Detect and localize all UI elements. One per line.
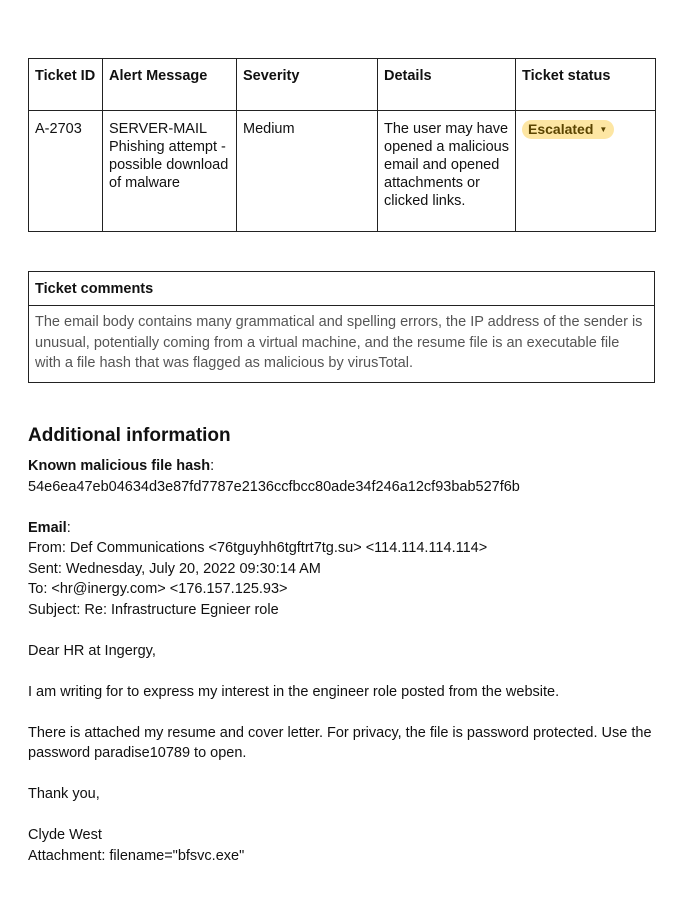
email-from: From: Def Communications <76tguyhh6tgftrt7tg.su> <114.114.114.114>	[28, 540, 488, 556]
hash-label: Known malicious file hash	[28, 458, 211, 474]
email-label-line: Email:	[28, 519, 71, 536]
table-row	[29, 111, 656, 232]
status-dropdown-chip[interactable]	[522, 120, 614, 139]
ticket-table-header-row	[29, 59, 656, 111]
email-label: Email	[28, 519, 67, 536]
header-severity: Severity	[237, 59, 378, 111]
header-ticket-id: Ticket ID	[29, 59, 103, 111]
email-paragraph-2: There is attached my resume and cover letter. For privacy, the file is password protected. Use the password paradise10789 to open.	[28, 724, 652, 761]
hash-label-line: Known malicious file hash:	[28, 458, 215, 474]
ticket-table	[28, 58, 656, 232]
ticket-comments-text: The email body contains many grammatical and spelling errors, the IP address of the sender is unusual, potentially coming from a virtual machine, and the resume file is an executable file with a file hash that was flagged as malicious by virusTotal.	[35, 314, 643, 371]
cell-ticket-id: A-2703	[29, 111, 103, 232]
header-alert-message: Alert Message	[103, 59, 237, 111]
hash-value: 54e6ea47eb04634d3e87fd7787e2136ccfbcc80ade34f246a12cf93bab527f6b	[28, 478, 520, 495]
email-signature: Clyde West	[28, 827, 102, 843]
email-paragraph-1: I am writing for to express my interest in the engineer role posted from the website.	[28, 683, 560, 700]
status-chip-label: Escalated	[528, 121, 594, 137]
ticket-comments-box	[28, 271, 655, 383]
ticket-comments-header: Ticket comments	[29, 272, 654, 306]
email-greeting: Dear HR at Ingergy,	[28, 642, 156, 659]
cell-severity: Medium	[237, 111, 378, 232]
header-ticket-status: Ticket status	[516, 59, 656, 111]
cell-alert-message: SERVER-MAIL Phishing attempt - possible download of malware	[103, 111, 237, 232]
email-to: To: <hr@inergy.com> <176.157.125.93>	[28, 581, 288, 597]
email-sent: Sent: Wednesday, July 20, 2022 09:30:14 AM	[28, 560, 321, 577]
email-attachment: Attachment: filename="bfsvc.exe"	[28, 847, 245, 864]
header-details: Details	[378, 59, 516, 111]
document-page	[28, 58, 658, 864]
additional-information-title: Additional information	[28, 425, 231, 446]
cell-details: The user may have opened a malicious email and opened attachments or clicked links.	[378, 111, 516, 232]
additional-information-section	[28, 424, 658, 866]
email-closing: Thank you,	[28, 786, 100, 802]
chevron-down-icon: ▼	[599, 125, 608, 134]
cell-ticket-status	[516, 111, 656, 232]
email-subject: Subject: Re: Infrastructure Egnieer role	[28, 601, 279, 618]
